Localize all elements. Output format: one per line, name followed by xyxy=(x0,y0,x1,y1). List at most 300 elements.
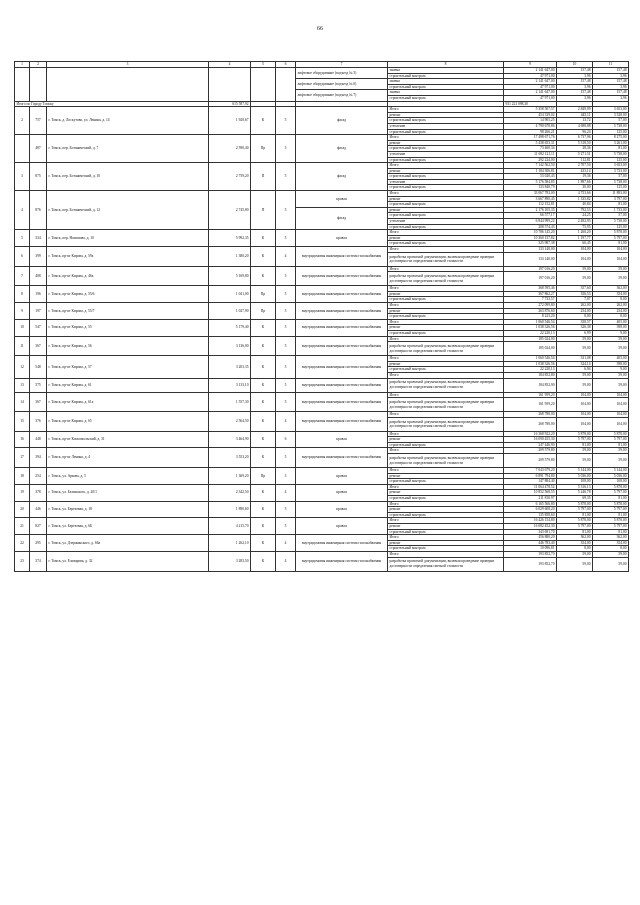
limit-cost-cell: 5 036,00 xyxy=(593,473,629,479)
work-type-cell: строительный контроль xyxy=(388,157,504,163)
floors-cell: 5 xyxy=(276,107,296,135)
cost-per-m2-cell: 69,35 xyxy=(557,496,593,502)
cost-cell: 161 959,20 xyxy=(504,398,557,412)
cost-per-m2-cell: 357,60 xyxy=(557,286,593,292)
limit-cost-cell: 5 878,00 xyxy=(593,501,629,507)
element-cell: кровля xyxy=(296,468,388,485)
area-cell: 2 342,50 xyxy=(209,484,251,501)
limit-cost-cell: 5 797,00 xyxy=(593,507,629,513)
area-cell: 5 179,40 xyxy=(209,319,251,336)
limit-cost-cell: 81,00 xyxy=(593,146,629,152)
cost-per-m2-cell: 262,00 xyxy=(557,302,593,308)
cost-cell: 2 141 647,00 xyxy=(504,79,557,85)
limit-cost-cell: 5 878,00 xyxy=(593,431,629,437)
house-id-cell: 367 xyxy=(30,336,47,356)
cost-per-m2-cell: 8,00 xyxy=(557,314,593,320)
cost-cell: 66 577,17 xyxy=(504,213,557,219)
cost-per-m2-cell: 59,00 xyxy=(557,266,593,272)
floors-cell: 5 xyxy=(276,392,296,412)
row-number-cell xyxy=(15,135,30,163)
cost-per-m2-cell: 1 335,82 xyxy=(557,196,593,202)
work-type-cell: строительный контроль xyxy=(388,330,504,336)
table-row xyxy=(15,191,629,197)
cost-cell: 1 038 326,56 xyxy=(504,325,557,331)
limit-cost-cell: 81,00 xyxy=(593,442,629,448)
cost-per-m2-cell: 5 797,00 xyxy=(557,437,593,443)
limit-cost-cell: 5 797,00 xyxy=(593,437,629,443)
limit-cost-cell: 398,00 xyxy=(593,361,629,367)
table-row xyxy=(15,68,629,74)
material-cell: К xyxy=(251,392,276,412)
limit-cost-cell: 5 738,00 xyxy=(593,219,629,225)
material-cell: Пр xyxy=(251,468,276,485)
floors-cell: 5 xyxy=(276,501,296,518)
floors-cell: 5 xyxy=(276,163,296,191)
cost-per-m2-cell: 2 707,50 xyxy=(557,163,593,169)
city-total-label: Итого по Городу Томску xyxy=(15,101,209,107)
cost-cell: 33 067 783,00 xyxy=(504,191,557,197)
work-type-cell: ремонт xyxy=(388,490,504,496)
material-cell: К xyxy=(251,551,276,571)
work-type-cell: строительный контроль xyxy=(388,442,504,448)
cost-cell: 367 862,27 xyxy=(504,291,557,297)
element-cell: кровля xyxy=(296,501,388,518)
table-row xyxy=(15,230,629,236)
row-number-cell: 17 xyxy=(15,448,30,468)
cost-cell: 247 446,90 xyxy=(504,442,557,448)
column-header: 9 xyxy=(504,62,557,68)
material-cell: К xyxy=(251,535,276,552)
work-type-cell: разработка проектной документации, включая проведение проверки достоверности определения сметной стоимости xyxy=(388,272,504,286)
house-id-cell: 548 xyxy=(30,356,47,378)
material-cell: Пр xyxy=(251,302,276,319)
floors-cell xyxy=(276,68,296,102)
element-cell: внутридомовая инженерная система газоснабжения xyxy=(296,302,388,319)
row-number-cell: 14 xyxy=(15,392,30,412)
limit-cost-cell: 3,96 xyxy=(593,95,629,101)
cost-per-m2-cell: 254,00 xyxy=(557,308,593,314)
limit-cost-cell: 59,00 xyxy=(593,557,629,571)
floors-cell: 5 xyxy=(276,336,296,356)
work-type-cell: строительный контроль xyxy=(388,129,504,135)
house-id-cell: 254 xyxy=(30,468,47,485)
cost-per-m2-cell: 8,00 xyxy=(557,546,593,552)
cost-cell: 10 786 145,20 xyxy=(504,230,557,236)
element-cell: внутридомовая инженерная система газоснабжения xyxy=(296,448,388,468)
work-type-cell: Итого xyxy=(388,392,504,398)
material-cell: К xyxy=(251,501,276,518)
limit-cost-cell: 104,00 xyxy=(593,252,629,266)
work-type-cell: Итого xyxy=(388,448,504,454)
cost-per-m2-cell: 792,53 xyxy=(557,207,593,213)
address-cell: г. Томск, пер. Нахимова, д. 10 xyxy=(47,230,209,247)
limit-cost-cell: 81,00 xyxy=(593,512,629,518)
cost-per-m2-cell: 3,96 xyxy=(557,95,593,101)
cost-per-m2-cell: 30,00 xyxy=(557,185,593,191)
address-cell: г. Томск, ул. Березовая, д. 18 xyxy=(47,501,209,518)
cost-per-m2-cell: 5 797,00 xyxy=(557,507,593,513)
material-cell: П xyxy=(251,163,276,191)
work-type-cell: строительный контроль xyxy=(388,479,504,485)
cost-cell: 22 220,13 xyxy=(504,367,557,373)
limit-cost-cell: 81,00 xyxy=(593,529,629,535)
cost-per-m2-cell: 81,00 xyxy=(557,529,593,535)
column-header: 7 xyxy=(296,62,388,68)
material-cell: К xyxy=(251,378,276,392)
material-cell: К xyxy=(251,431,276,448)
cost-cell: 1 060 546,54 xyxy=(504,356,557,362)
cost-per-m2-cell: 108,00 xyxy=(557,479,593,485)
row-number-cell: 12 xyxy=(15,356,30,378)
cost-cell: 3 667 890,45 xyxy=(504,196,557,202)
floors-cell: 5 xyxy=(276,518,296,535)
cost-cell: 22 220,13 xyxy=(504,330,557,336)
work-type-cell: Итого xyxy=(388,247,504,253)
house-id-cell: 334 xyxy=(30,230,47,247)
cost-per-m2-cell: 7,07 xyxy=(557,297,593,303)
cost-per-m2-cell: 59,00 xyxy=(557,272,593,286)
limit-cost-cell: 59,00 xyxy=(593,378,629,392)
floors-cell: 5 xyxy=(276,448,296,468)
cost-per-m2-cell: 104,00 xyxy=(557,398,593,412)
cost-cell: 7 043 679,20 xyxy=(504,468,557,474)
table-row xyxy=(15,135,629,141)
limit-cost-cell: 9,00 xyxy=(593,367,629,373)
row-number-cell: 6 xyxy=(15,247,30,267)
area-cell: 1 890,60 xyxy=(209,501,251,518)
work-type-cell: строительный контроль xyxy=(388,84,504,90)
house-id-cell: 575 xyxy=(30,378,47,392)
cost-cell: 133 140,00 xyxy=(504,247,557,253)
row-number-cell: 18 xyxy=(15,468,30,485)
work-type-cell: ремонт xyxy=(388,112,504,118)
work-type-cell: строительный контроль xyxy=(388,512,504,518)
cost-cell: 16 368 922,20 xyxy=(504,431,557,437)
limit-cost-cell: 398,00 xyxy=(593,325,629,331)
address-cell: г. Томск, пр-кт Кирова, д. 57 xyxy=(47,356,209,378)
table-row xyxy=(15,468,629,474)
city-total-sum: 931 221 098,30 xyxy=(504,101,557,107)
floors-cell: 5 xyxy=(276,302,296,319)
cost-cell: 6 891 794,80 xyxy=(504,473,557,479)
row-number-cell: 9 xyxy=(15,302,30,319)
work-type-cell: утепление xyxy=(388,179,504,185)
element-cell: внутридомовая инженерная система газоснабжения xyxy=(296,535,388,552)
area-cell: 1 027,90 xyxy=(209,302,251,319)
capital-repair-table xyxy=(14,61,629,572)
work-type-cell: Итого xyxy=(388,302,504,308)
material-cell: К xyxy=(251,107,276,135)
cost-cell: 8 223,20 xyxy=(504,314,557,320)
area-cell xyxy=(209,68,251,102)
page-number: 66 xyxy=(317,26,323,32)
cost-per-m2-cell: 5 036,00 xyxy=(557,473,593,479)
work-type-cell: строительный контроль xyxy=(388,202,504,208)
address-cell: г. Томск, пр-кт Кирова, д. 61а xyxy=(47,392,209,412)
limit-cost-cell: 108,00 xyxy=(593,479,629,485)
cost-per-m2-cell: 13,72 xyxy=(557,118,593,124)
cost-per-m2-cell: 4 753,66 xyxy=(557,191,593,197)
work-type-cell: Итого xyxy=(388,107,504,113)
limit-cost-cell: 3 797,00 xyxy=(593,196,629,202)
cost-per-m2-cell: 6,99 xyxy=(557,330,593,336)
house-id-cell: 367 xyxy=(30,392,47,412)
limit-cost-cell: 405,00 xyxy=(593,319,629,325)
house-id-cell: 408 xyxy=(30,266,47,286)
cost-per-m2-cell: 59,00 xyxy=(557,378,593,392)
cost-cell: 133 140,00 xyxy=(504,252,557,266)
element-cell: внутридомовая инженерная система газоснабжения xyxy=(296,319,388,336)
work-type-cell: строительный контроль xyxy=(388,146,504,152)
cost-cell: 14 905,25 xyxy=(504,118,557,124)
cost-cell: 47 971,00 xyxy=(504,84,557,90)
cost-per-m2-cell: 1 197,77 xyxy=(557,235,593,241)
work-type-cell: строительный контроль xyxy=(388,174,504,180)
work-type-cell: Итого xyxy=(388,356,504,362)
area-cell: 1 380,20 xyxy=(209,247,251,267)
limit-cost-cell: 5 144,00 xyxy=(593,468,629,474)
limit-cost-cell: 125,00 xyxy=(593,157,629,163)
material-cell: К xyxy=(251,356,276,378)
house-id-cell: 374 xyxy=(30,551,47,571)
work-type-cell: утепление xyxy=(388,219,504,225)
work-type-cell: строительный контроль xyxy=(388,213,504,219)
floors-cell: 5 xyxy=(276,319,296,336)
row-number-cell: 23 xyxy=(15,551,30,571)
limit-cost-cell: 81,00 xyxy=(593,202,629,208)
limit-cost-cell: 254,00 xyxy=(593,308,629,314)
work-type-cell: ремонт xyxy=(388,361,504,367)
cost-per-m2-cell: 358,57 xyxy=(557,319,593,325)
limit-cost-cell: 59,00 xyxy=(593,448,629,454)
house-id-cell: 399 xyxy=(30,247,47,267)
cost-cell: 1 038 326,56 xyxy=(504,361,557,367)
limit-cost-cell: 354,00 xyxy=(593,540,629,546)
address-cell: г. Томск, пр-кт Кирова, д. 56 xyxy=(47,336,209,356)
work-type-cell: разработка проектной документации, включая проведение проверки достоверности определения сметной стоимости xyxy=(388,378,504,392)
cost-per-m2-cell: 59,00 xyxy=(557,372,593,378)
cost-per-m2-cell: 2 849,99 xyxy=(557,107,593,113)
cost-cell: 1 184 306,81 xyxy=(504,168,557,174)
limit-cost-cell: 11 893,00 xyxy=(593,191,629,197)
work-type-cell: замена xyxy=(388,90,504,96)
work-type-cell: ремонт xyxy=(388,437,504,443)
work-type-cell: Итого xyxy=(388,319,504,325)
work-type-cell: ремонт xyxy=(388,507,504,513)
table-row xyxy=(15,484,629,490)
floors-cell: 5 xyxy=(276,286,296,303)
area-cell: 2 745,80 xyxy=(209,191,251,230)
cost-per-m2-cell: 5 878,00 xyxy=(557,518,593,524)
table-row xyxy=(15,378,629,392)
element-cell: фасад xyxy=(296,163,388,191)
work-type-cell: ремонт xyxy=(388,291,504,297)
cost-per-m2-cell: 104,00 xyxy=(557,247,593,253)
row-number-cell: 4 xyxy=(15,191,30,230)
cost-cell: 208 574,43 xyxy=(504,224,557,230)
element-cell: фасад xyxy=(296,207,388,229)
cost-per-m2-cell: 104,00 xyxy=(557,252,593,266)
cost-cell: 197 016,20 xyxy=(504,272,557,286)
column-header: 1 xyxy=(15,62,30,68)
table-row xyxy=(15,319,629,325)
limit-cost-cell: 59,00 xyxy=(593,454,629,468)
column-header: 4 xyxy=(209,62,251,68)
limit-cost-cell: 125,00 xyxy=(593,185,629,191)
work-type-cell: Итого xyxy=(388,551,504,557)
element-cell: внутридомовая инженерная система газоснабжения xyxy=(296,286,388,303)
material-cell: К xyxy=(251,518,276,535)
work-type-cell: ремонт xyxy=(388,325,504,331)
element-cell: внутридомовая инженерная система газоснабжения xyxy=(296,356,388,378)
cost-cell: 184 852,90 xyxy=(504,378,557,392)
limit-cost-cell: 5 797,00 xyxy=(593,524,629,530)
area-cell: 2 759,20 xyxy=(209,163,251,191)
work-type-cell: Итого xyxy=(388,191,504,197)
limit-cost-cell: 5 738,00 xyxy=(593,151,629,157)
house-id-cell: 487 xyxy=(30,135,47,163)
material-cell: К xyxy=(251,266,276,286)
cost-per-m2-cell: 362,00 xyxy=(557,535,593,541)
house-id-cell: 197 xyxy=(30,302,47,319)
area-cell: 2 564,50 xyxy=(209,412,251,432)
element-cell: кровля xyxy=(296,484,388,501)
row-number-cell: 22 xyxy=(15,535,30,552)
limit-cost-cell: 3 261,00 xyxy=(593,140,629,146)
element-cell: лифтовое оборудование (подъезд № 7) xyxy=(296,90,388,101)
cost-cell: 6 165 566,80 xyxy=(504,501,557,507)
work-type-cell: строительный контроль xyxy=(388,297,504,303)
limit-cost-cell: 5 878,00 xyxy=(593,484,629,490)
cost-cell: 16 090 455,30 xyxy=(504,437,557,443)
row-number-cell xyxy=(15,68,30,102)
floors-cell: 4 xyxy=(276,247,296,267)
work-type-cell: разработка проектной документации, включая проведение проверки достоверности определения сметной стоимости xyxy=(388,417,504,431)
cost-cell: 147 884,40 xyxy=(504,479,557,485)
cost-cell: 268 788,00 xyxy=(504,417,557,431)
area-cell: 1 041,00 xyxy=(209,286,251,303)
area-cell: 1 369,20 xyxy=(209,468,251,485)
limit-cost-cell: 104,00 xyxy=(593,417,629,431)
table-row xyxy=(15,518,629,524)
limit-cost-cell: 5 878,00 xyxy=(593,518,629,524)
work-type-cell: ремонт xyxy=(388,308,504,314)
limit-cost-cell: 5 738,00 xyxy=(593,179,629,185)
cost-cell: 454 339,02 xyxy=(504,112,557,118)
cost-cell: 325 987,38 xyxy=(504,241,557,247)
work-type-cell: ремонт xyxy=(388,540,504,546)
cost-per-m2-cell: 445,11 xyxy=(557,112,593,118)
limit-cost-cell: 5 878,00 xyxy=(593,230,629,236)
work-type-cell: строительный контроль xyxy=(388,314,504,320)
limit-cost-cell: 5 797,00 xyxy=(593,235,629,241)
work-type-cell: ремонт xyxy=(388,524,504,530)
cost-cell: 5 438 653,31 xyxy=(504,140,557,146)
cost-per-m2-cell: 157,48 xyxy=(557,68,593,74)
address-cell: г. Томск, д. Лоскутово, ул. Ленина, д. 14 xyxy=(47,107,209,135)
limit-cost-cell: 8,00 xyxy=(593,546,629,552)
cost-per-m2-cell: 356,53 xyxy=(557,291,593,297)
work-type-cell: Итого xyxy=(388,484,504,490)
limit-cost-cell: 59,00 xyxy=(593,272,629,286)
work-type-cell: замена xyxy=(388,68,504,74)
floors-cell: 5 xyxy=(276,230,296,247)
cost-per-m2-cell: 59,00 xyxy=(557,342,593,356)
limit-cost-cell: 59,00 xyxy=(593,551,629,557)
limit-cost-cell: 59,00 xyxy=(593,336,629,342)
cost-per-m2-cell: 5 878,00 xyxy=(557,431,593,437)
cost-cell: 4 790 678,86 xyxy=(504,123,557,129)
area-cell: 3 553,20 xyxy=(209,448,251,468)
element-cell: фасад xyxy=(296,135,388,163)
address-cell xyxy=(47,68,209,102)
house-id-cell: 547 xyxy=(30,319,47,336)
limit-cost-cell: 3 528,00 xyxy=(593,112,629,118)
limit-cost-cell: 8,00 xyxy=(593,314,629,320)
cost-per-m2-cell: 354,00 xyxy=(557,540,593,546)
work-type-cell: Итого xyxy=(388,286,504,292)
area-cell: 3 464,90 xyxy=(209,431,251,448)
cost-cell: 209 579,80 xyxy=(504,448,557,454)
element-cell: лифтовое оборудование (подъезд № 6) xyxy=(296,79,388,90)
work-type-cell: Итого xyxy=(388,336,504,342)
cost-per-m2-cell: 104,00 xyxy=(557,412,593,418)
limit-cost-cell: 3 733,00 xyxy=(593,168,629,174)
cost-per-m2-cell: 331,08 xyxy=(557,356,593,362)
work-type-cell: Итого xyxy=(388,135,504,141)
element-cell: кровля xyxy=(296,191,388,208)
cost-per-m2-cell: 5 878,00 xyxy=(557,501,593,507)
cost-per-m2-cell: 112,81 xyxy=(557,157,593,163)
cost-cell: 268 788,00 xyxy=(504,412,557,418)
cost-cell: 456 880,20 xyxy=(504,535,557,541)
cost-per-m2-cell: 28,36 xyxy=(557,146,593,152)
cost-per-m2-cell: 5 144,00 xyxy=(557,468,593,474)
cost-cell: 193 852,70 xyxy=(504,557,557,571)
area-cell: 3 283,50 xyxy=(209,551,251,571)
cost-cell: 133 840,79 xyxy=(504,185,557,191)
area-cell: 1 557,30 xyxy=(209,392,251,412)
element-cell: внутридомовая инженерная система газоснабжения xyxy=(296,247,388,267)
material-cell: К xyxy=(251,448,276,468)
area-cell: 5 992,35 xyxy=(209,230,251,247)
floors-cell: 5 xyxy=(276,266,296,286)
cost-cell: 11 064 478,52 xyxy=(504,484,557,490)
cost-cell: 2 141 647,00 xyxy=(504,68,557,74)
element-cell: внутридомовая инженерная система газоснабжения xyxy=(296,392,388,412)
limit-cost-cell: 59,00 xyxy=(593,266,629,272)
cost-cell: 10 096,81 xyxy=(504,546,557,552)
work-type-cell: Итого xyxy=(388,518,504,524)
work-type-cell: строительный контроль xyxy=(388,185,504,191)
limit-cost-cell: 3,96 xyxy=(593,84,629,90)
limit-cost-cell: 59,00 xyxy=(593,372,629,378)
cost-cell: 47 971,00 xyxy=(504,73,557,79)
limit-cost-cell: 405,00 xyxy=(593,356,629,362)
cost-cell: 17 498 671,76 xyxy=(504,135,557,141)
cost-per-m2-cell: 81,00 xyxy=(557,512,593,518)
cost-cell: 47 971,00 xyxy=(504,95,557,101)
address-cell: г. Томск, ул. Аркова, д. 5 xyxy=(47,468,209,485)
table-row xyxy=(15,501,629,507)
work-type-cell: строительный контроль xyxy=(388,118,504,124)
limit-cost-cell: 59,00 xyxy=(593,342,629,356)
work-type-cell: разработка проектной документации, включая проведение проверки достоверности определения сметной стоимости xyxy=(388,252,504,266)
cost-per-m2-cell: 96,24 xyxy=(557,129,593,135)
work-type-cell: утепление xyxy=(388,151,504,157)
cost-per-m2-cell: 104,00 xyxy=(557,417,593,431)
address-cell: г. Томск, пр-кт Кирова, д. 55 xyxy=(47,319,209,336)
